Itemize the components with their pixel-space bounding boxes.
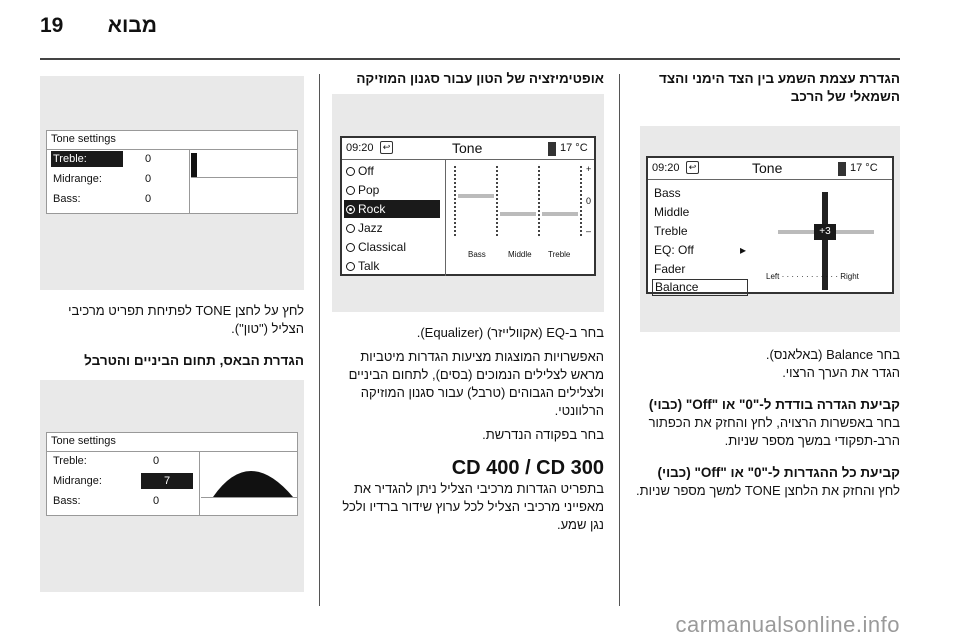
radio-icon <box>346 243 355 252</box>
right-column <box>632 70 900 106</box>
reset-all-text: לחץ והחזק את הלחצן TONE למשך מספר שניות. <box>636 483 900 498</box>
tone-value-midrange: 0 <box>144 173 152 185</box>
phone-icon <box>548 142 556 156</box>
screen-title: Tone <box>752 160 783 176</box>
page-number: 19 <box>40 14 64 37</box>
middle-column <box>332 70 604 88</box>
eq-scale-left <box>454 166 457 236</box>
eq-panel-divider <box>445 160 446 276</box>
tone-row-midrange[interactable]: Midrange: <box>53 475 102 487</box>
temperature-text: 17 °C <box>850 162 878 174</box>
panel-column-divider <box>199 451 200 515</box>
eq-step-1: בחר ב-EQ (אקוולייזר) (Equalizer). <box>416 325 604 340</box>
menu-item-treble[interactable]: Treble <box>654 224 688 238</box>
menu-item-eq-label: EQ: Off <box>654 243 694 257</box>
temperature-text: 17 °C <box>560 142 588 154</box>
cd-model-heading: CD 400 / CD 300 <box>451 457 604 479</box>
clock-text: 09:20 <box>652 162 680 174</box>
graph-baseline <box>201 497 297 498</box>
eq-description: האפשרויות המוצגות מציעות הגדרות מיטביות מראש לצלילים הנמוכים (בסים), לתחום הביניים ולצלילים הגבוהים (טרבל) עבור סגנון המוזיקה הרלוונטי. <box>348 349 604 418</box>
radio-icon <box>346 167 355 176</box>
eq-scale-middle <box>538 166 541 236</box>
tone-value-bass: 0 <box>144 193 152 205</box>
balance-screen <box>646 156 894 294</box>
status-bar <box>648 158 892 180</box>
menu-item-fader[interactable]: Fader <box>654 262 686 276</box>
menu-item-eq[interactable] <box>652 241 748 259</box>
treble-level-marker <box>191 153 197 177</box>
reset-single-text: בחר באפשרות הרצויה, לחץ והחזק את הכפתור הרב-תפקודי במשך מספר שניות. <box>648 415 900 448</box>
radio-icon <box>346 262 355 271</box>
tone-adjust-title: הגדרת הבאס, תחום הביניים והטרבל <box>84 353 304 368</box>
eq-bar-middle <box>500 212 536 216</box>
back-icon[interactable]: ↩ <box>380 141 393 154</box>
eq-scale-treble <box>580 166 583 236</box>
midrange-curve <box>201 451 297 497</box>
chapter-title: מבוא <box>107 14 157 37</box>
tone-row-bass[interactable]: Bass: <box>53 193 81 205</box>
right-column-body <box>632 346 900 500</box>
preset-off[interactable]: Off <box>344 162 440 180</box>
radio-icon <box>346 186 355 195</box>
back-icon[interactable]: ↩ <box>686 161 699 174</box>
eq-screenshot <box>332 94 604 312</box>
preset-pop[interactable]: Pop <box>344 181 440 199</box>
radio-selected-icon <box>346 205 355 214</box>
eq-bar-bass <box>458 194 494 198</box>
balance-value[interactable]: +3 <box>814 224 836 240</box>
eq-label-middle: Middle <box>508 250 532 259</box>
balance-step-1: בחר Balance (באלאנס). <box>765 347 900 362</box>
graph-baseline <box>191 177 297 178</box>
preset-rock[interactable]: Rock <box>344 200 440 218</box>
eq-step-2: בחר בפקודה הנדרשת. <box>482 427 604 442</box>
header-divider <box>40 58 900 60</box>
reset-all-title: קביעת כל ההגדרות ל-"0" או "Off" (כבוי) <box>657 465 900 480</box>
preset-jazz[interactable]: Jazz <box>344 219 440 237</box>
eq-tick-zero: 0 <box>586 196 592 206</box>
tone-settings-screenshot-a <box>40 76 304 290</box>
eq-bar-treble <box>542 212 578 216</box>
radio-icon <box>346 224 355 233</box>
panel-column-divider <box>189 149 190 213</box>
middle-column-body <box>332 324 604 534</box>
eq-screen <box>340 136 596 276</box>
left-column-body <box>40 302 304 370</box>
preset-talk[interactable]: Talk <box>344 257 440 275</box>
tone-row-midrange[interactable]: Midrange: <box>53 173 102 185</box>
tone-panel-title: Tone settings <box>51 133 116 145</box>
tone-panel-title: Tone settings <box>51 435 116 447</box>
watermark: carmanualsonline.info <box>675 612 900 637</box>
menu-item-bass[interactable]: Bass <box>654 186 681 200</box>
balance-step-2: הגדר את הערך הרצוי. <box>782 365 900 380</box>
eq-section-title: אופטימיזציה של הטון עבור סגנון המוזיקה <box>356 71 604 86</box>
tone-value-treble: 0 <box>144 153 152 165</box>
balance-section-title: הגדרת עצמת השמע בין הצד הימני והצד השמאלי של הרכב <box>659 71 900 104</box>
tone-row-treble[interactable]: Treble: <box>51 151 123 167</box>
tone-open-text: לחץ על לחצן TONE לפתיחת תפריט מרכיבי הצליל ("טון"). <box>68 303 304 336</box>
eq-scale-bass <box>496 166 499 236</box>
menu-item-balance[interactable]: Balance <box>652 279 748 296</box>
tone-settings-panel-a <box>46 130 298 214</box>
column-divider-right <box>619 74 620 606</box>
column-divider-left <box>319 74 320 606</box>
tone-settings-panel-b <box>46 432 298 516</box>
tone-value-treble: 0 <box>152 455 160 467</box>
status-bar <box>342 138 594 160</box>
tone-row-bass[interactable]: Bass: <box>53 495 81 507</box>
preset-classical[interactable]: Classical <box>344 238 440 256</box>
chevron-right-icon: ▸ <box>739 243 746 257</box>
phone-icon <box>838 162 846 176</box>
clock-text: 09:20 <box>346 142 374 154</box>
reset-single-title: קביעת הגדרה בודדת ל-"0" או "Off" (כבוי) <box>648 397 900 412</box>
eq-label-treble: Treble <box>548 250 571 259</box>
balance-screenshot <box>640 126 900 332</box>
cd-model-text: בתפריט הגדרות מרכיבי הצליל ניתן להגדיר את מאפייני מרכיבי הצליל לכל ערוץ שידור ברדיו ולכל נגן שמע. <box>342 481 604 532</box>
tone-value-bass: 0 <box>152 495 160 507</box>
eq-tick-plus: + <box>586 164 592 174</box>
eq-label-bass: Bass <box>468 250 486 259</box>
tone-value-midrange[interactable]: 7 <box>141 473 193 489</box>
eq-tick-minus: – <box>586 226 592 236</box>
screen-title: Tone <box>452 140 483 156</box>
balance-left-label: Left · · · · · · · · · · · · Right <box>766 272 859 281</box>
tone-settings-screenshot-b <box>40 380 304 592</box>
tone-row-treble[interactable]: Treble: <box>53 455 87 467</box>
panel-divider <box>47 149 297 150</box>
menu-item-middle[interactable]: Middle <box>654 205 690 219</box>
